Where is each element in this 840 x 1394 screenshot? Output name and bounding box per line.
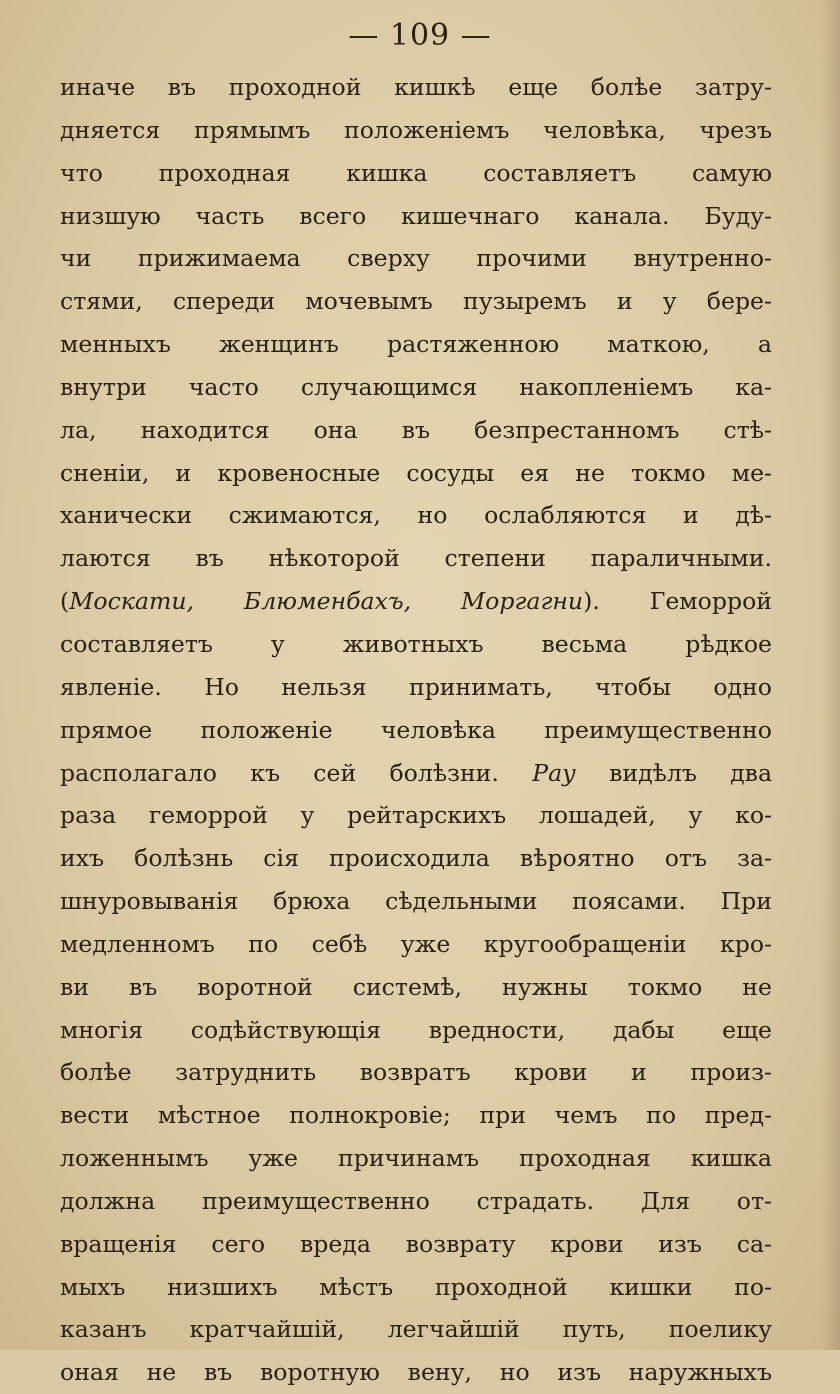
text-line: ихъ болѣзнь сія происходила вѣроятно отъ за- (60, 844, 772, 873)
text-line: мыхъ низшихъ мѣстъ проходной кишки по- (60, 1272, 772, 1301)
italic-name: Москати, Блюменбахъ, Моргагни (69, 587, 584, 616)
text-line: прямое положеніе человѣка преимущественно (60, 715, 772, 744)
text-line: лаются въ нѣкоторой степени параличными. (60, 544, 772, 573)
body-text (60, 66, 772, 1394)
text-line: ханически сжимаются, но ослабляются и дѣ- (60, 501, 772, 530)
italic-name: Рау (532, 758, 576, 787)
text-line: ла, находится она въ безпрестанномъ стѣ- (60, 415, 772, 444)
text-line: что проходная кишка составляетъ самую (60, 158, 772, 187)
text-line (60, 752, 772, 795)
text-line: чи прижимаема сверху прочими внутренно- (60, 244, 772, 273)
text-line: ви въ воротной системѣ, нужны токмо не (60, 972, 772, 1001)
page-number: — 109 — (348, 18, 492, 53)
text-line: многія содѣйствующія вредности, дабы еще (60, 1015, 772, 1044)
text-segment: располагало къ сей болѣзни. (60, 758, 533, 787)
text-line: оная не въ воротную вену, но изъ наружныхъ (60, 1358, 772, 1387)
text-line: раза геморрой у рейтарскихъ лошадей, у ко- (60, 801, 772, 830)
text-line: стями, спереди мочевымъ пузыремъ и у бере- (60, 287, 772, 316)
text-line: ложеннымъ уже причинамъ проходная кишка (60, 1144, 772, 1173)
text-segment: ). Геморрой (583, 587, 772, 616)
text-line: казанъ кратчайшій, легчайшій путь, поелику (60, 1315, 772, 1344)
text-line: вести мѣстное полнокровіе; при чемъ по пред- (60, 1101, 772, 1130)
text-line: болѣе затруднить возвратъ крови и произ- (60, 1058, 772, 1087)
text-line: вращенія сего вреда возврату крови изъ са- (60, 1229, 772, 1258)
text-line: явленіе. Но нельзя принимать, чтобы одно (60, 672, 772, 701)
text-line: сненіи, и кровеносные сосуды ея не токмо ме- (60, 458, 772, 487)
text-line: внутри часто случающимся накопленіемъ ка- (60, 372, 772, 401)
text-line: дняется прямымъ положеніемъ человѣка, чрезъ (60, 115, 772, 144)
text-line: низшую часть всего кишечнаго канала. Буду- (60, 201, 772, 230)
text-line (60, 580, 772, 623)
text-line: менныхъ женщинъ растяженною маткою, а (60, 330, 772, 359)
text-line: составляетъ у животныхъ весьма рѣдкое (60, 629, 772, 658)
text-line: иначе въ проходной кишкѣ еще болѣе затру- (60, 73, 772, 101)
text-segment: ( (60, 587, 70, 616)
text-line: медленномъ по себѣ уже кругообращеніи кро- (60, 929, 772, 958)
text-segment: видѣлъ два (575, 758, 773, 787)
text-line: должна преимущественно страдать. Для от- (60, 1186, 772, 1215)
text-line: шнуровыванія брюха сѣдельными поясами. При (60, 887, 772, 916)
page-edge-shadow (822, 0, 840, 1350)
